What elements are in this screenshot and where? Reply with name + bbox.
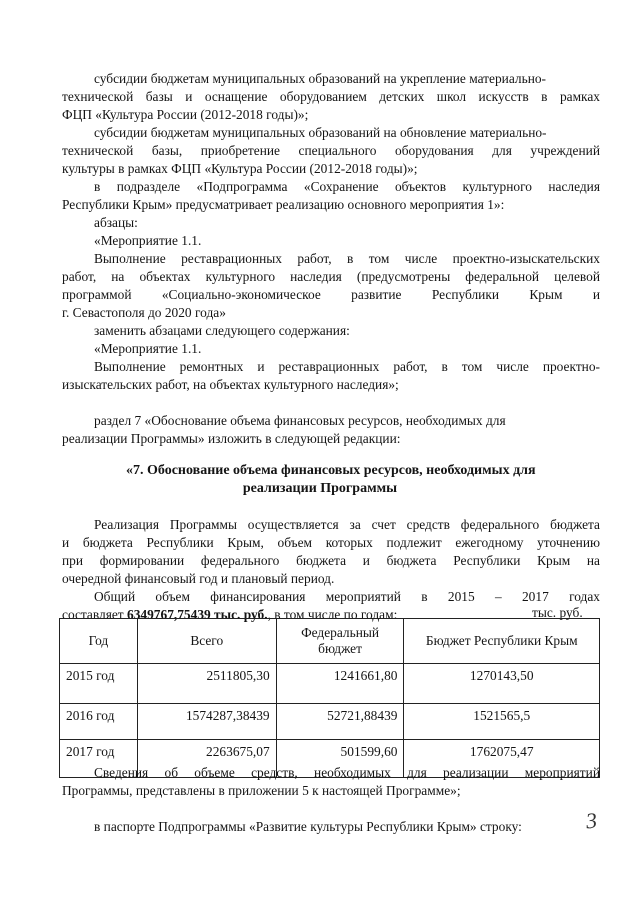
section-title: реализации Программы (242, 481, 398, 496)
table-cell: 2015 год (60, 664, 138, 704)
table-cell: 1574287,38439 (137, 704, 276, 740)
table-cell: 52721,88439 (276, 704, 404, 740)
text-fragment: составляет (62, 607, 128, 622)
table-cell: 1241661,80 (276, 664, 404, 704)
text-line: Выполнение реставрационных работ, в том числе проектно-изыскательских (94, 251, 600, 266)
column-header: Всего (137, 619, 276, 664)
text-line: субсидии бюджетам муниципальных образований на обновление материально- (94, 125, 547, 140)
text-line: очередной финансовый год и плановый период. (62, 571, 335, 586)
text-line: технической базы и оснащение оборудованием детских школ искусств в рамках (62, 89, 600, 104)
column-header: Бюджет Республики Крым (404, 619, 600, 664)
text-line: в подразделе «Подпрограмма «Сохранение объектов культурного наследия (94, 179, 600, 194)
text-line: ФЦП «Культура России (2012-2018 годы)»; (62, 107, 309, 122)
text-line: «Мероприятие 1.1. (94, 233, 202, 248)
table-cell: 501599,60 (276, 740, 404, 778)
table-cell: 2016 год (60, 704, 138, 740)
units-label: тыс. руб. (532, 605, 583, 620)
text-line: при формировании федерального бюджета и бюджета Республики Крым на (62, 553, 600, 568)
section-title: «7. Обоснование объема финансовых ресурсов, необходимых для (126, 463, 536, 478)
text-line: Выполнение ремонтных и реставрационных работ, в том числе проектно- (94, 359, 600, 374)
budget-table (59, 618, 600, 778)
text-line: культуры в рамках ФЦП «Культура России (2012-2018 годы)»; (62, 161, 418, 176)
text-line: изыскательских работ, на объектах культурного наследия»; (62, 377, 399, 392)
text-line: Реализация Программы осуществляется за счет средств федерального бюджета (94, 517, 600, 532)
table-cell: 2263675,07 (137, 740, 276, 778)
text-line: работ, на объектах культурного наследия (предусмотрены федеральной целевой (62, 269, 600, 284)
text-line: программой «Социально-экономическое развитие Республики Крым и (62, 287, 600, 302)
text-line: «Мероприятие 1.1. (94, 341, 202, 356)
text-line: субсидии бюджетам муниципальных образований на укрепление материально- (94, 71, 547, 86)
text-line: Республики Крым» предусматривает реализацию основного мероприятия 1»: (62, 197, 505, 212)
page-number: 3 (584, 807, 599, 834)
text-line: реализации Программы» изложить в следующей редакции: (62, 431, 401, 446)
text-line: абзацы: (94, 215, 138, 230)
table-cell: 2511805,30 (137, 664, 276, 704)
text-line: г. Севастополя до 2020 года» (62, 305, 226, 320)
funding-total-amount: 6349767,75439 тыс. руб. (127, 607, 268, 622)
table-header-row (60, 619, 600, 664)
text-line: заменить абзацами следующего содержания: (94, 323, 350, 338)
table-cell: 2017 год (60, 740, 138, 778)
text-line: технической базы, приобретение специального оборудования для учреждений (62, 143, 600, 158)
table-row (60, 664, 600, 704)
text-line: раздел 7 «Обоснование объема финансовых ресурсов, необходимых для (94, 413, 506, 428)
table-cell: 1762075,47 (404, 740, 600, 778)
text-fragment: , в том числе по годам: (267, 607, 398, 622)
table-cell: 1521565,5 (404, 704, 600, 740)
text-line: и бюджета Республики Крым, объем которых подлежит ежегодному уточнению (62, 535, 600, 550)
text-line: в паспорте Подпрограммы «Развитие культуры Республики Крым» строку: (94, 819, 522, 834)
text-line: Программы, представлены в приложении 5 к настоящей Программе»; (62, 783, 461, 798)
text-line: Сведения об объеме средств, необходимых для реализации мероприятий (94, 765, 600, 780)
table-row (60, 704, 600, 740)
column-header: Год (60, 619, 138, 664)
text-line: Общий объем финансирования мероприятий в 2015 – 2017 годах (94, 589, 600, 604)
table-cell: 1270143,50 (404, 664, 600, 704)
column-header: Федеральный бюджет (276, 619, 404, 664)
